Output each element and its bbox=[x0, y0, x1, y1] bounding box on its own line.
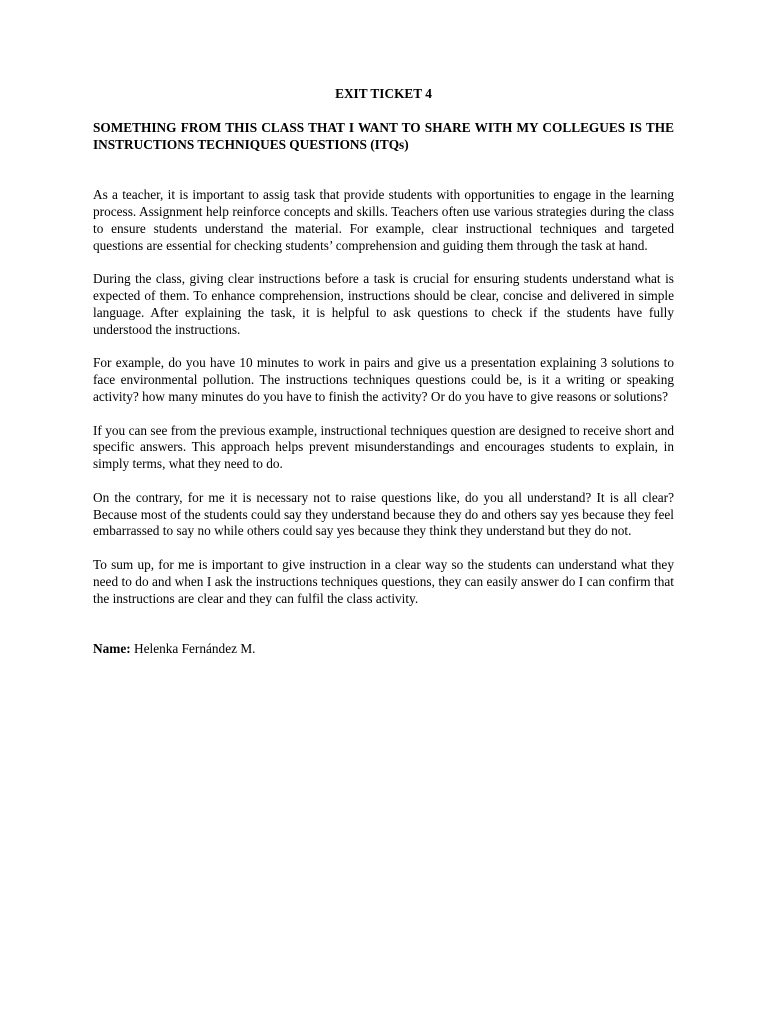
document-body bbox=[93, 86, 674, 658]
paragraph-1: As a teacher, it is important to assig task that provide students with opportunities to engage in the learning process. Assignment help reinforce concepts and skills. Teachers often use various strategies during the class to ensure students understand the material. For example, clear instructional techniques and targeted questions are essential for checking students’ comprehension and guiding them through the task at hand. bbox=[93, 187, 674, 253]
document-title: EXIT TICKET 4 bbox=[335, 86, 432, 101]
name-label: Name: bbox=[93, 641, 131, 657]
paragraph-3: For example, do you have 10 minutes to work in pairs and give us a presentation explaining 3 solutions to face environmental pollution. The instructions techniques questions could be, is it a writing or speaking activity? how many minutes do you have to finish the activity? Or do you have to give reasons or solutions? bbox=[93, 355, 674, 404]
paragraph-5: On the contrary, for me it is necessary not to raise questions like, do you all understand? It is all clear? Because most of the students could say they understand because they do and others say yes because they feel embarrassed to say no while others could say yes because they think they understand but they do not. bbox=[93, 489, 674, 539]
signature-line bbox=[93, 641, 674, 658]
paragraph-2: During the class, giving clear instructions before a task is crucial for ensuring students understand what is expected of them. To enhance comprehension, instructions should be clear, concise and delivered in simple language. After explaining the task, it is helpful to ask questions to check if the students have fully understood the instructions. bbox=[93, 271, 674, 337]
paragraph-4: If you can see from the previous example, instructional techniques question are designed to receive short and specific answers. This approach helps prevent misunderstandings and encourages students to explain, in simply terms, what they need to do. bbox=[93, 422, 674, 472]
paragraph-6: To sum up, for me is important to give instruction in a clear way so the students can understand what they need to do and when I ask the instructions techniques questions, they can easily answer do I can confirm that the instructions are clear and they can fulfil the class activity. bbox=[93, 556, 674, 606]
name-value: Helenka Fernández M. bbox=[130, 641, 256, 657]
document-subtitle: SOMETHING FROM THIS CLASS THAT I WANT TO SHARE WITH MY COLLEGUES IS THE INSTRUCTIONS TECHNIQUES QUESTIONS (ITQs) bbox=[93, 119, 674, 152]
